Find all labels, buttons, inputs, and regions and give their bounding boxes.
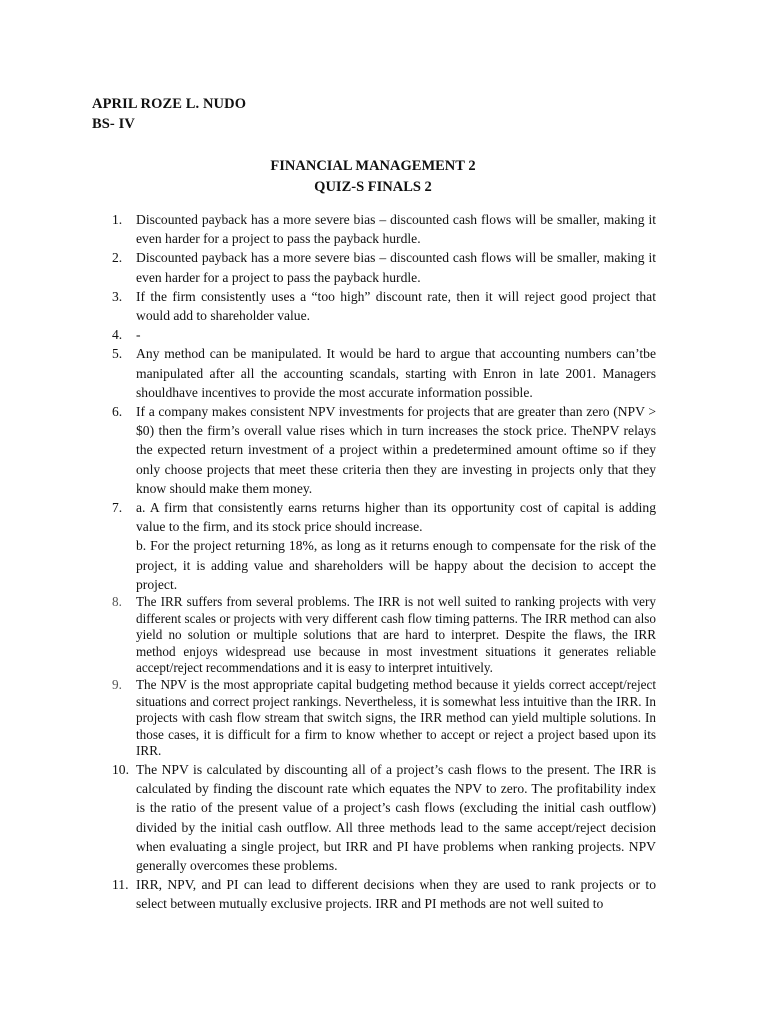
list-item bbox=[92, 210, 656, 248]
item-number: 8. bbox=[112, 594, 122, 610]
item-number: 3. bbox=[112, 288, 123, 304]
list-item bbox=[92, 325, 656, 344]
item-number: 10. bbox=[112, 762, 129, 777]
list-item bbox=[92, 248, 656, 286]
item-text: If a company makes consistent NPV investments for projects that are greater than zero (NPV > $0) then the firm’s overall value rises which in turn increases the stock price. TheNPV relays the expected return investment of a project within a predetermined amount oftime so if they only choose projects that meet these criteria then they are investing in projects only that they know should make them money. bbox=[136, 404, 656, 496]
item-text: The NPV is calculated by discounting all of a project’s cash flows to the present. The IRR is calculated by finding the discount rate which equates the NPV to zero. The profitability index is the ratio of the present value of a project’s cash flows (excluding the initial cash outflow) divided by the initial cash outflow. All three methods lead to the same accept/reject decision when evaluating a single project, but IRR and PI have problems when ranking projects. NPV generally overcomes these problems. bbox=[136, 762, 656, 874]
item-number: 7. bbox=[112, 500, 123, 516]
item-text: IRR, NPV, and PI can lead to different decisions when they are used to rank projects or to select between mutually exclusive projects. IRR and PI methods are not well suited to bbox=[136, 877, 656, 912]
item-text: The IRR suffers from several problems. The IRR is not well suited to ranking projects with very different scales or projects with very different cash flow timing patterns. The IRR method can also yield no solution or multiple solutions that are hard to interpret. Despite the flaws, the IRR method enjoys widespread use because in most investment situations it generates reliable accept/reject recommendations and it is easy to interpret intuitively. bbox=[136, 594, 656, 676]
student-name: APRIL ROZE L. NUDO bbox=[92, 96, 247, 112]
item-text-part-a: a. A firm that consistently earns returns higher than its opportunity cost of capital is adding value to the firm, and its stock price should increase. bbox=[136, 500, 656, 535]
item-number: 1. bbox=[112, 212, 123, 227]
document-titles bbox=[92, 156, 654, 198]
list-item bbox=[92, 344, 656, 402]
item-number: 11. bbox=[112, 877, 129, 893]
item-number: 5. bbox=[112, 346, 123, 362]
item-text-part-b: b. For the project returning 18%, as long as it returns enough to compensate for the risk of the project, it is adding value and shareholders will be happy about the decision to accept the project. bbox=[136, 538, 656, 592]
answer-list bbox=[92, 210, 656, 914]
student-program: BS- IV bbox=[92, 116, 135, 132]
list-item bbox=[92, 677, 656, 760]
quiz-title: QUIZ-S FINALS 2 bbox=[314, 179, 432, 195]
item-number: 6. bbox=[112, 404, 123, 420]
student-header bbox=[92, 94, 654, 134]
list-item bbox=[92, 875, 656, 913]
item-text: - bbox=[136, 327, 141, 343]
item-number: 2. bbox=[112, 250, 123, 266]
item-text: Discounted payback has a more severe bias – discounted cash flows will be smaller, making it even harder for a project to pass the payback hurdle. bbox=[136, 250, 656, 285]
list-item bbox=[92, 594, 656, 677]
list-item bbox=[92, 498, 656, 594]
item-text: Discounted payback has a more severe bias – discounted cash flows will be smaller, making it even harder for a project to pass the payback hurdle. bbox=[136, 212, 656, 247]
item-text: Any method can be manipulated. It would be hard to argue that accounting numbers can’tbe manipulated after all the accounting scandals, starting with Enron in late 2001. Managers shouldhave incentives to provide the most accurate information possible. bbox=[136, 346, 656, 400]
list-item bbox=[92, 402, 656, 498]
item-number: 4. bbox=[112, 327, 123, 343]
item-number: 9. bbox=[112, 677, 122, 693]
item-text: If the firm consistently uses a “too high” discount rate, then it will reject good project that would add to shareholder value. bbox=[136, 288, 656, 324]
item-text: The NPV is the most appropriate capital budgeting method because it yields correct accept/reject situations and correct project rankings. Nevertheless, it is somewhat less intuitive than the IRR. In projects with cash flow stream that switch signs, the IRR method can yield multiple solutions. In those cases, it is difficult for a firm to know whether to accept or reject a project based upon its IRR. bbox=[136, 677, 656, 759]
list-item bbox=[92, 287, 656, 325]
list-item bbox=[92, 760, 656, 875]
course-title: FINANCIAL MANAGEMENT 2 bbox=[270, 158, 476, 174]
